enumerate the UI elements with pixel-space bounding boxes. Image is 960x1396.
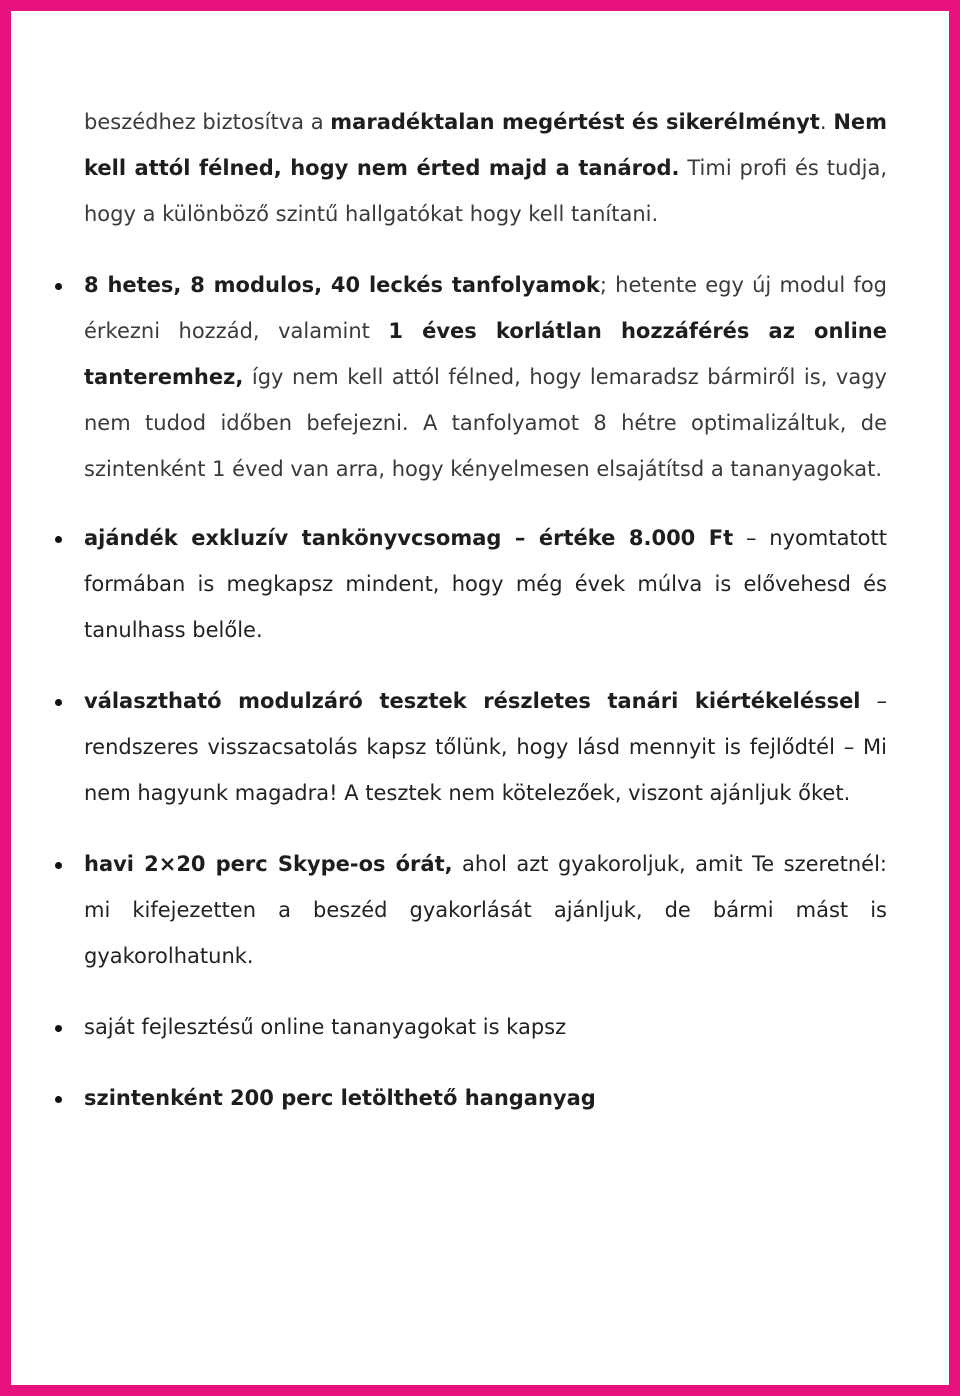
list-item-text bbox=[84, 1004, 887, 1050]
bullet-icon bbox=[55, 699, 62, 706]
list-item-course-structure bbox=[84, 262, 887, 492]
bold-text: havi 2×20 perc Skype-os órát, bbox=[84, 852, 453, 876]
document-body bbox=[84, 99, 887, 1121]
feature-list bbox=[84, 262, 887, 1121]
bullet-icon bbox=[55, 1096, 62, 1103]
bold-text: ajándék exkluzív tankönyvcsomag – értéke 8.000 Ft bbox=[84, 526, 734, 550]
intro-bold-1: maradéktalan megértést és sikerélményt bbox=[330, 110, 820, 134]
body-text: – nyomtatott formában is megkapsz mindent, hogy még évek múlva is elővehesd és tanulhass belőle. bbox=[84, 526, 887, 642]
bullet-icon bbox=[55, 536, 62, 543]
body-text: ; hetente egy új modul fog érkezni hozzád, valamint bbox=[84, 273, 887, 343]
list-item-audio-material bbox=[84, 1075, 887, 1121]
intro-paragraph bbox=[84, 99, 887, 237]
body-text: saját fejlesztésű online tananyagokat is kapsz bbox=[84, 1015, 567, 1039]
intro-text-1: beszédhez biztosítva a bbox=[84, 110, 331, 134]
body-text: így nem kell attól félned, hogy lemaradsz bármiről is, vagy nem tudod időben befejezni. A tanfolyamot 8 hétre optimalizáltuk, de szintenként 1 éved van arra, hogy kényelmesen elsajátítsd a tananyagokat. bbox=[84, 365, 887, 481]
list-item-textbook-gift bbox=[84, 515, 887, 653]
list-item-text bbox=[84, 1075, 887, 1121]
bullet-icon bbox=[55, 283, 62, 290]
intro-text-2: . bbox=[819, 110, 834, 134]
bold-text: szintenként 200 perc letölthető hanganyag bbox=[84, 1086, 596, 1110]
list-item-text bbox=[84, 262, 887, 492]
body-text: ahol azt gyakoroljuk, amit Te szeretnél: mi kifejezetten a beszéd gyakorlását ajánljuk, de bármi mást is gyakorolhatunk. bbox=[84, 852, 888, 968]
bold-text: 1 éves korlátlan hozzáférés az online tanteremhez, bbox=[84, 319, 887, 389]
body-text: – rendszeres visszacsatolás kapsz tőlünk, hogy lásd mennyit is fejlődtél – Mi nem hagyunk magadra! A tesztek nem kötelezőek, viszont ajánljuk őket. bbox=[84, 689, 887, 805]
bullet-icon bbox=[55, 1025, 62, 1032]
list-item-text bbox=[84, 678, 887, 816]
list-item-skype-lessons bbox=[84, 841, 887, 979]
bold-text: választható modulzáró tesztek részletes tanári kiértékeléssel bbox=[84, 689, 861, 713]
list-item-text bbox=[84, 841, 887, 979]
list-item-module-tests bbox=[84, 678, 887, 816]
list-item-text bbox=[84, 515, 887, 653]
intro-text-3: Timi profi és tudja, hogy a különböző szintű hallgatókat hogy kell tanítani. bbox=[84, 156, 887, 226]
bold-text: 8 hetes, 8 modulos, 40 leckés tanfolyamok bbox=[84, 273, 600, 297]
bullet-icon bbox=[55, 862, 62, 869]
intro-bold-2: Nem kell attól félned, hogy nem érted majd a tanárod. bbox=[84, 110, 888, 180]
list-item-online-materials bbox=[84, 1004, 887, 1050]
